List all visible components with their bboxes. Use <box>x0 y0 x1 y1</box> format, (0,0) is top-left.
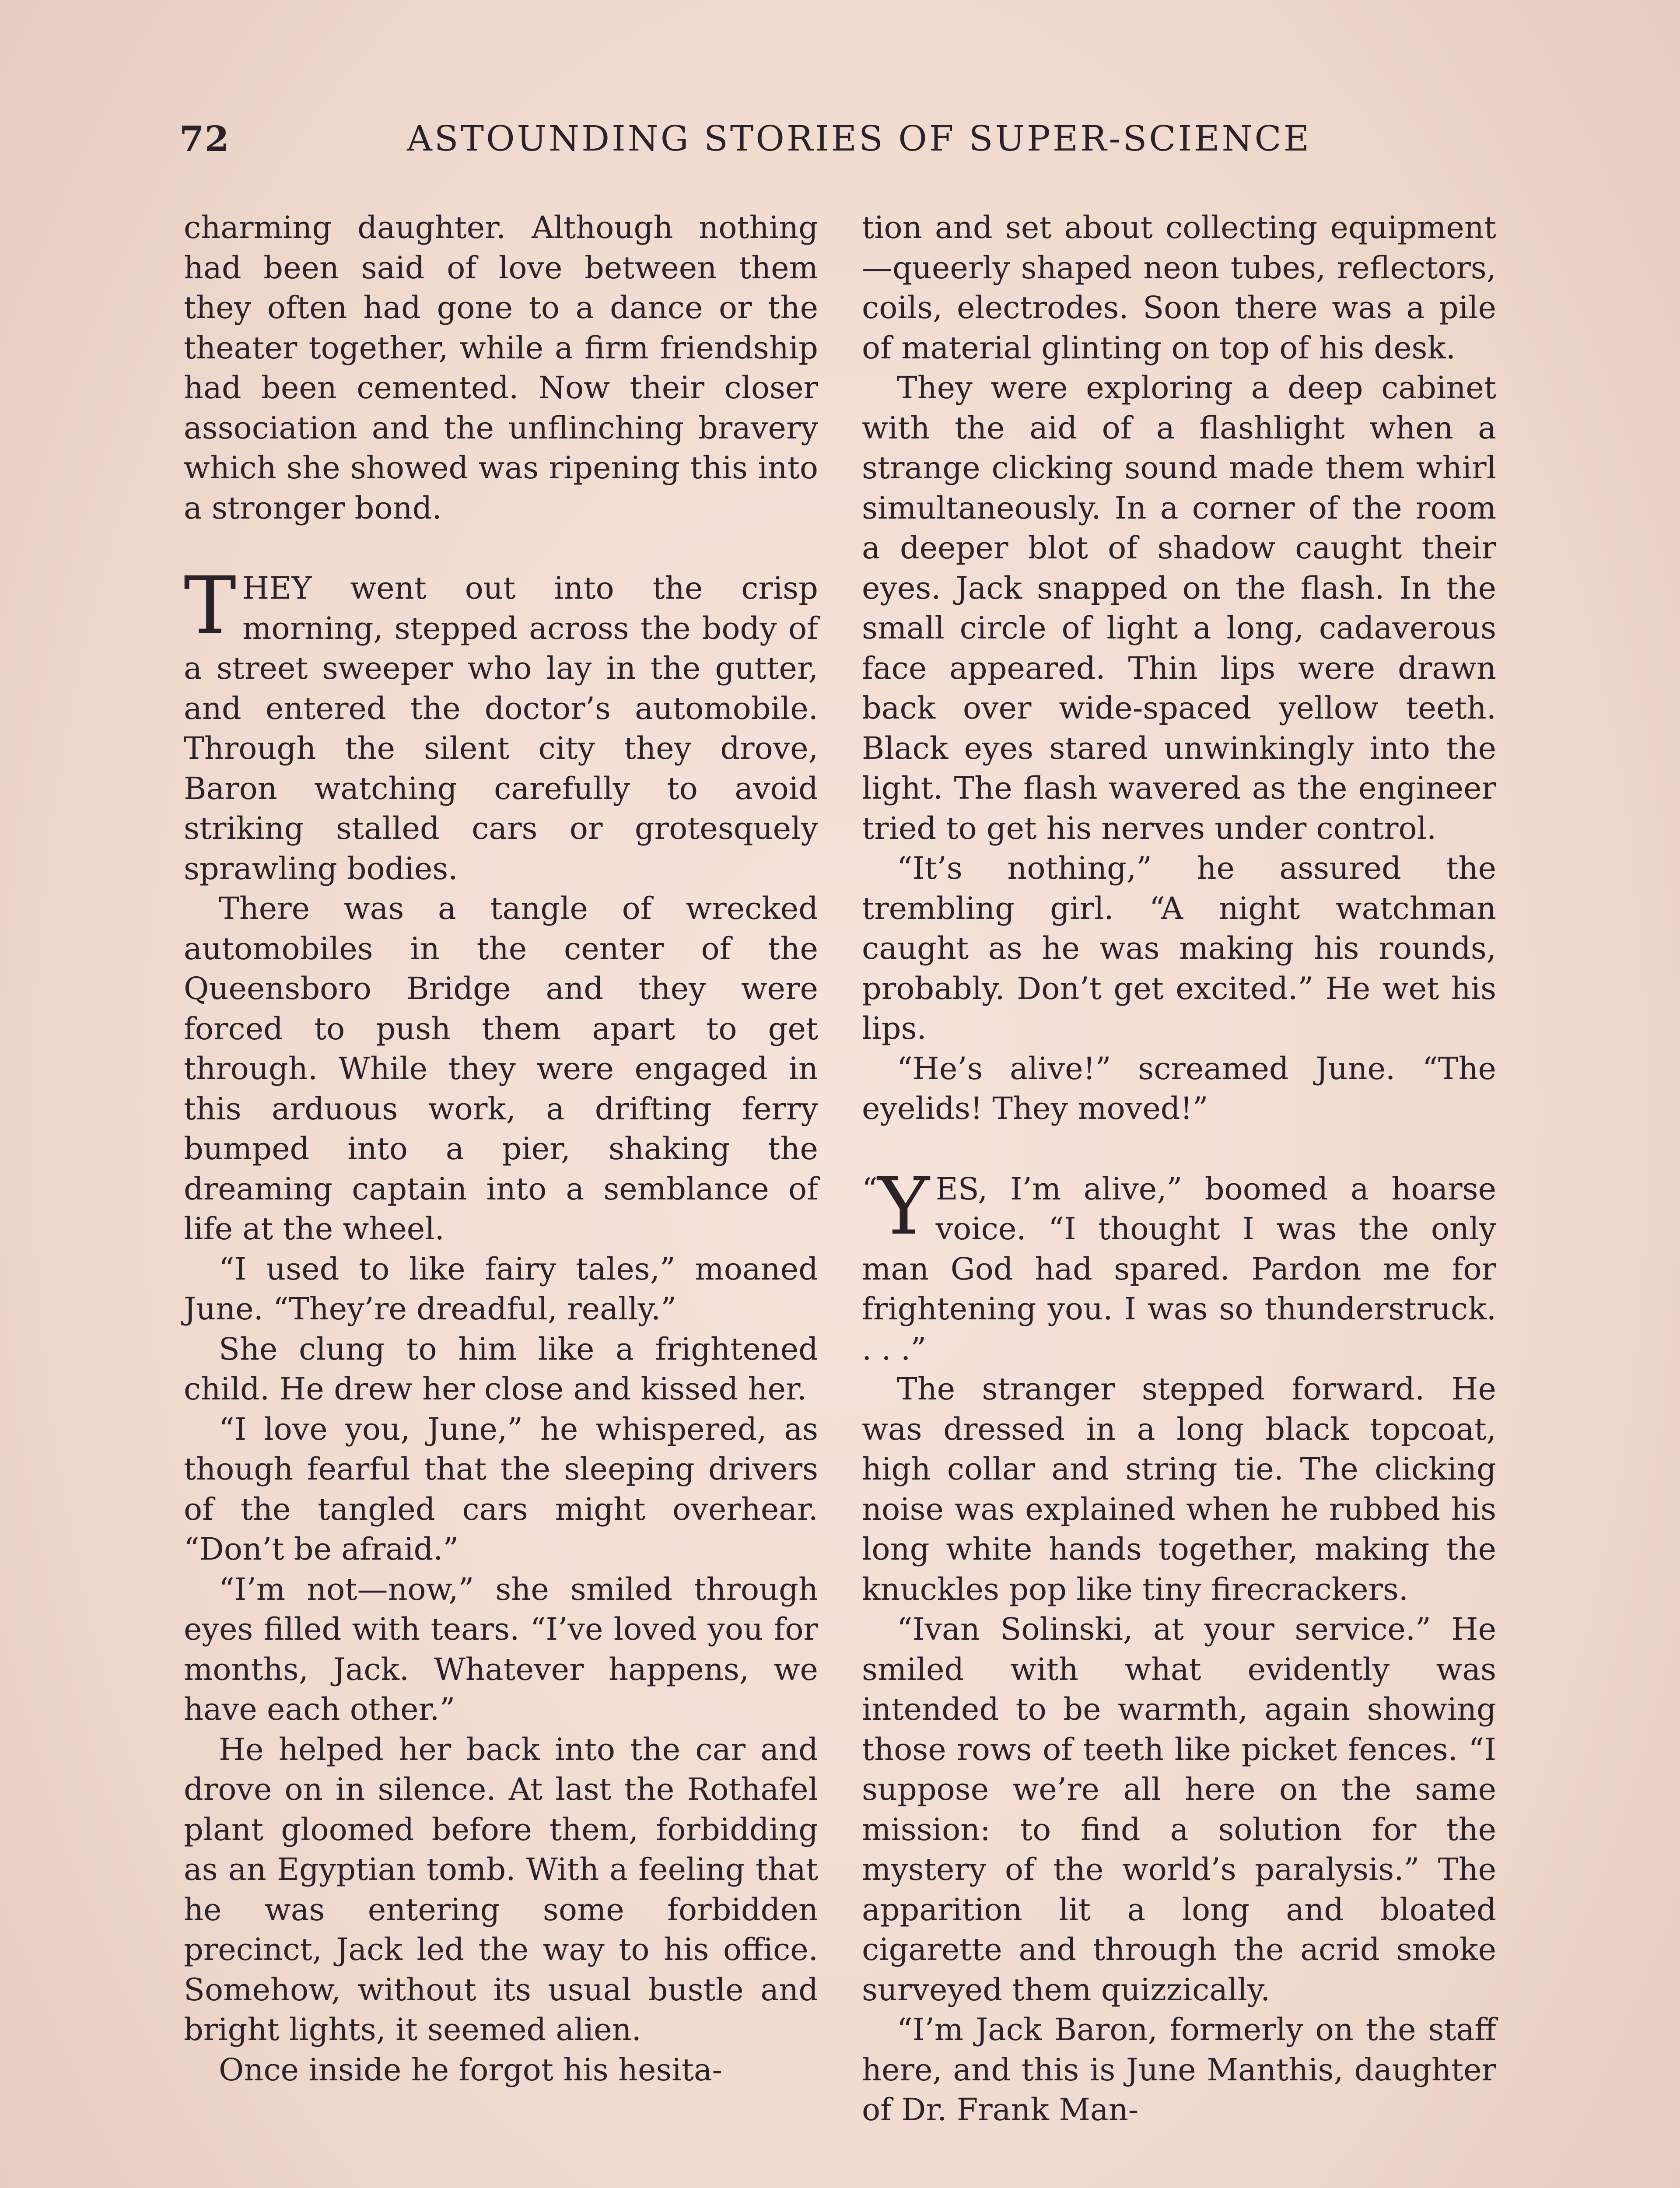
paragraph: They were exploring a deep cabinet with the aid of a flashlight when a strange clicking sound made them whirl simultaneously. In a corner of the room a deeper blot of shadow caught their eyes. Jack snapped on the flash. In the small circle of light a long, cadaverous face appeared. Thin lips were drawn back over wide-spaced yellow teeth. Black eyes stared unwinkingly into the light. The flash wavered as the engineer tried to get his nerves under control. <box>862 370 1496 846</box>
page-header <box>179 118 1321 171</box>
paragraph: “It’s nothing,” he assured the trembling girl. “A night watchman caught as he was making his rounds, probably. Don’t get excited.” He wet his lips. <box>862 850 1496 1046</box>
paragraph-text: ES, I’m alive,” boomed a hoarse voice. “I thought I was the only man God had spared. Pardon me for frightening you. I was so thunderstruck. . . .” <box>862 1171 1496 1367</box>
paragraph: The stranger stepped forward. He was dressed in a long black topcoat, high collar and string tie. The clicking noise was explained when he rubbed his long white hands together, making the knuckles pop like tiny firecrackers. <box>862 1371 1496 1607</box>
left-column <box>184 208 818 2090</box>
paragraph: There was a tangle of wrecked automobiles in the center of the Queensboro Bridge and they were forced to push them apart to get through. While they were engaged in this arduous work, a drifting ferry bumped into a pier, shaking the dreaming captain into a semblance of life at the wheel. <box>184 891 818 1247</box>
running-title: ASTOUNDING STORIES OF SUPER-SCIENCE <box>407 118 1312 159</box>
paragraph: “I used to like fairy tales,” moaned June. “They’re dreadful, really.” <box>184 1251 818 1327</box>
paragraph: charming daughter. Although nothing had been said of love between them they often had gone to a dance or the theater together, while a firm friendship had been cemented. Now their closer association and the unflinching bravery which she showed was ripening this into a stronger bond. <box>184 210 818 526</box>
paragraph-text: HEY went out into the crisp morning, stepped across the body of a street sweeper who lay in the gutter, and entered the doctor’s automobile. Through the silent city they drove, Baron watching carefully to avoid striking stalled cars or grotesquely sprawling bodies. <box>184 570 818 887</box>
section-start-paragraph <box>862 1161 1496 1370</box>
opening-quote: “ <box>862 1171 878 1207</box>
page-number: 72 <box>179 118 230 159</box>
paragraph: “He’s alive!” screamed June. “The eyelids! They moved!” <box>862 1050 1496 1126</box>
right-column <box>862 208 1496 2130</box>
paragraph: Once inside he forgot his hesita- <box>219 2051 723 2088</box>
paragraph: He helped her back into the car and drove on in silence. At last the Rothafel plant gloomed before them, forbidding as an Egyptian tomb. With a feeling that he was entering some forbidden precinct, Jack led the way to his office. Somehow, without its usual bustle and bright lights, it seemed alien. <box>184 1731 818 2048</box>
paragraph: “I’m not—now,” she smiled through eyes filled with tears. “I’ve loved you for months, Jack. Whatever happens, we have each other.” <box>184 1571 818 1727</box>
paragraph: “I love you, June,” he whispered, as though fearful that the sleeping drivers of the tangled cars might overhear. “Don’t be afraid.” <box>184 1411 818 1567</box>
paragraph: “Ivan Solinski, at your service.” He smiled with what evidently was intended to be warmth, again showing those rows of teeth like picket fences. “I suppose we’re all here on the same mission: to find a solution for the mystery of the world’s paralysis.” The apparition lit a long and bloated cigarette and through the acrid smoke surveyed them quizzically. <box>862 1611 1496 2008</box>
drop-cap: T <box>184 560 237 652</box>
paragraph: tion and set about collecting equipment—queerly shaped neon tubes, reflectors, coils, electrodes. Soon there was a pile of material glinting on top of his desk. <box>862 210 1496 366</box>
drop-cap: Y <box>877 1161 930 1252</box>
paragraph: “I’m Jack Baron, formerly on the staff here, and this is June Manthis, daughter of Dr. Frank Man- <box>862 2012 1496 2128</box>
section-start-paragraph <box>184 560 818 889</box>
paragraph: She clung to him like a frightened child. He drew her close and kissed her. <box>184 1331 818 1407</box>
